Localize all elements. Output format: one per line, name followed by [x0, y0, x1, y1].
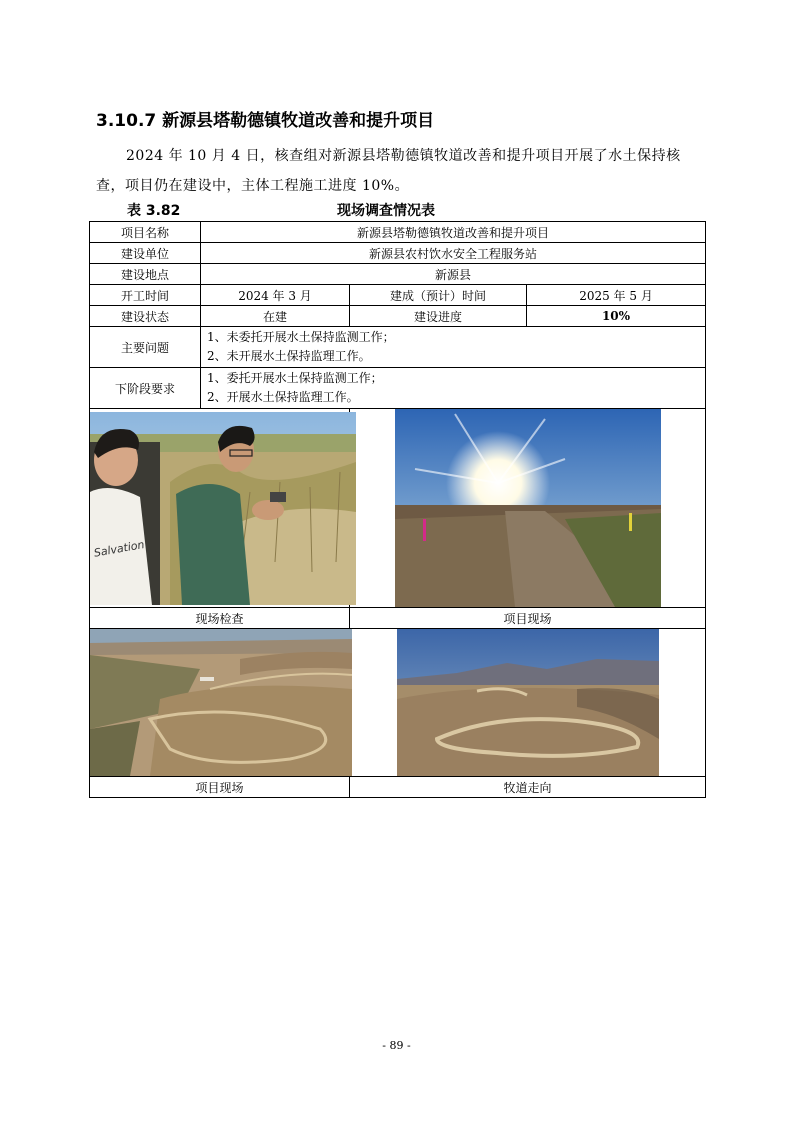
table-row [90, 243, 706, 264]
issue-item: 1、未委托开展水土保持监测工作； [207, 330, 395, 344]
requirement-item: 1、委托开展水土保持监测工作； [207, 371, 383, 385]
survey-table [89, 221, 706, 798]
photo-cell [90, 409, 350, 608]
photo-caption: 现场检查 [90, 608, 350, 629]
photo-cell [350, 409, 706, 608]
table-title: 现场调查情况表 [337, 203, 435, 219]
requirement-item: 2、开展水土保持监理工作。 [207, 390, 359, 404]
status-label: 建设状态 [90, 306, 201, 327]
site-inspection-photo [90, 412, 356, 605]
start-date: 2024 年 3 月 [201, 285, 350, 306]
start-label: 开工时间 [90, 285, 201, 306]
photo-cell [350, 629, 706, 777]
location: 新源县 [201, 264, 706, 285]
route-direction-photo [397, 629, 659, 776]
requirements-label: 下阶段要求 [90, 368, 201, 409]
builder-label: 建设单位 [90, 243, 201, 264]
location-label: 建设地点 [90, 264, 201, 285]
table-row [90, 306, 706, 327]
builder: 新源县农村饮水安全工程服务站 [201, 243, 706, 264]
page-number: - 89 - [382, 1039, 411, 1052]
project-name-label: 项目名称 [90, 222, 201, 243]
project-name: 新源县塔勒德镇牧道改善和提升项目 [201, 222, 706, 243]
photo-caption: 牧道走向 [350, 777, 706, 798]
table-row [90, 264, 706, 285]
table-row [90, 368, 706, 409]
issues-label: 主要问题 [90, 327, 201, 368]
project-site-photo-2 [90, 629, 352, 776]
status-value: 在建 [201, 306, 350, 327]
photo-caption: 项目现场 [90, 777, 350, 798]
section-heading: 3.10.7 新源县塔勒德镇牧道改善和提升项目 [96, 111, 435, 131]
intro-paragraph: 2024 年 10 月 4 日，核查组对新源县塔勒德镇牧道改善和提升项目开展了水土保持核查，项目仍在建设中，主体工程施工进度 10%。 [96, 148, 681, 194]
table-row [90, 327, 706, 368]
table-row [90, 285, 706, 306]
progress-value: 10% [527, 306, 706, 327]
project-site-photo-1 [395, 409, 661, 607]
table-row [90, 777, 706, 798]
finish-date: 2025 年 5 月 [527, 285, 706, 306]
photo-row [90, 409, 706, 608]
requirements-cell [201, 368, 706, 409]
table-row [90, 222, 706, 243]
photo-caption: 项目现场 [350, 608, 706, 629]
issue-item: 2、未开展水土保持监理工作。 [207, 349, 371, 363]
photo-row [90, 629, 706, 777]
finish-label: 建成（预计）时间 [350, 285, 527, 306]
shirt-text: Salvation [92, 537, 146, 560]
issues-cell [201, 327, 706, 368]
table-number: 表 3.82 [127, 203, 181, 219]
progress-label: 建设进度 [350, 306, 527, 327]
table-row [90, 608, 706, 629]
photo-cell [90, 629, 350, 777]
